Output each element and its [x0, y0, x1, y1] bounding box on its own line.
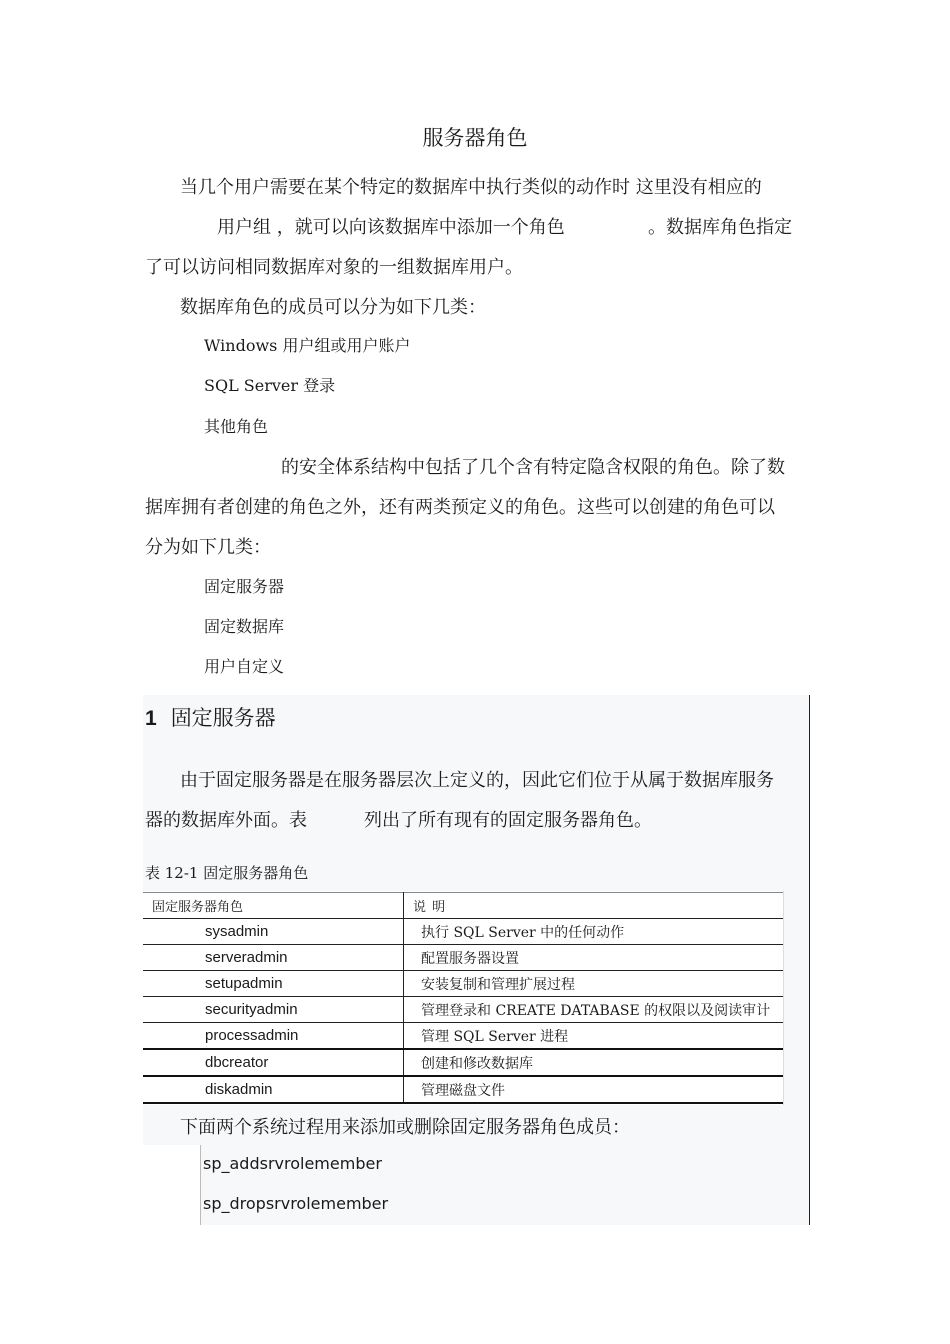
intro-line-2a: 用户组 ，就可以向该数据库中添加一个角色	[217, 217, 565, 238]
section-para-line-1: 由于固定服务器是在服务器层次上定义的，因此它们位于从属于数据库服务	[180, 770, 774, 791]
role-description: 安装复制和管理扩展过程	[404, 971, 784, 997]
section-para-line-2a: 器的数据库外面。表	[145, 810, 307, 831]
role-name: processadmin	[143, 1023, 404, 1050]
role-name: securityadmin	[143, 997, 404, 1023]
section-right-border	[809, 695, 810, 1225]
role-type-item: 用户自定义	[204, 657, 285, 676]
role-description: 配置服务器设置	[404, 945, 784, 971]
table-row	[143, 997, 783, 1023]
section-shade-right	[783, 891, 810, 1105]
procedure-item: sp_dropsrvrolemember	[203, 1194, 389, 1213]
shade-right-edge	[783, 891, 784, 1105]
security-line-1: 的安全体系结构中包括了几个含有特定隐含权限的角色。除了数	[281, 457, 785, 478]
table-row	[143, 945, 783, 971]
section-heading-text: 固定服务器	[170, 706, 276, 730]
section-heading	[145, 702, 276, 732]
column-header-role: 固定服务器角色	[143, 893, 404, 919]
role-description: 创建和修改数据库	[404, 1049, 784, 1076]
procedures-intro: 下面两个系统过程用来添加或删除固定服务器角色成员：	[180, 1117, 630, 1138]
section-number: 1	[145, 707, 157, 730]
security-line-2: 据库拥有者创建的角色之外，还有两类预定义的角色。这些可以创建的角色可以	[145, 497, 775, 518]
list-left-border	[200, 1145, 201, 1225]
table-row	[143, 919, 783, 945]
members-intro: 数据库角色的成员可以分为如下几类：	[180, 297, 486, 318]
fixed-server-roles-table	[143, 892, 783, 1104]
section-para-line-2b: 列出了所有现有的固定服务器角色。	[364, 810, 652, 831]
table-header-row	[143, 893, 783, 919]
intro-line-3: 了可以访问相同数据库对象的一组数据库用户。	[145, 257, 523, 278]
role-name: diskadmin	[143, 1076, 404, 1103]
role-name: setupadmin	[143, 971, 404, 997]
intro-line-2b: 。数据库角色指定	[648, 217, 792, 238]
role-name: serveradmin	[143, 945, 404, 971]
table-row	[143, 1076, 783, 1103]
member-type-item: 其他角色	[204, 417, 269, 436]
table-caption: 表 12-1 固定服务器角色	[145, 864, 309, 882]
role-type-item: 固定服务器	[204, 577, 285, 596]
page-title: 服务器角色	[422, 126, 528, 150]
column-header-description: 说 明	[404, 893, 784, 919]
member-type-item: Windows 用户组或用户账户	[204, 336, 411, 355]
intro-line-1: 当几个用户需要在某个特定的数据库中执行类似的动作时 这里没有相应的	[180, 177, 762, 198]
role-description: 管理磁盘文件	[404, 1076, 784, 1103]
table-row	[143, 1049, 783, 1076]
role-type-item: 固定数据库	[204, 617, 285, 636]
procedure-item: sp_addsrvrolemember	[203, 1154, 382, 1173]
role-description: 管理登录和 CREATE DATABASE 的权限以及阅读审计	[404, 997, 784, 1023]
table-row	[143, 1023, 783, 1050]
role-name: sysadmin	[143, 919, 404, 945]
member-type-item: SQL Server 登录	[204, 376, 336, 395]
role-name: dbcreator	[143, 1049, 404, 1076]
security-line-3: 分为如下几类：	[145, 537, 271, 558]
table-row	[143, 971, 783, 997]
role-description: 执行 SQL Server 中的任何动作	[404, 919, 784, 945]
role-description: 管理 SQL Server 进程	[404, 1023, 784, 1050]
